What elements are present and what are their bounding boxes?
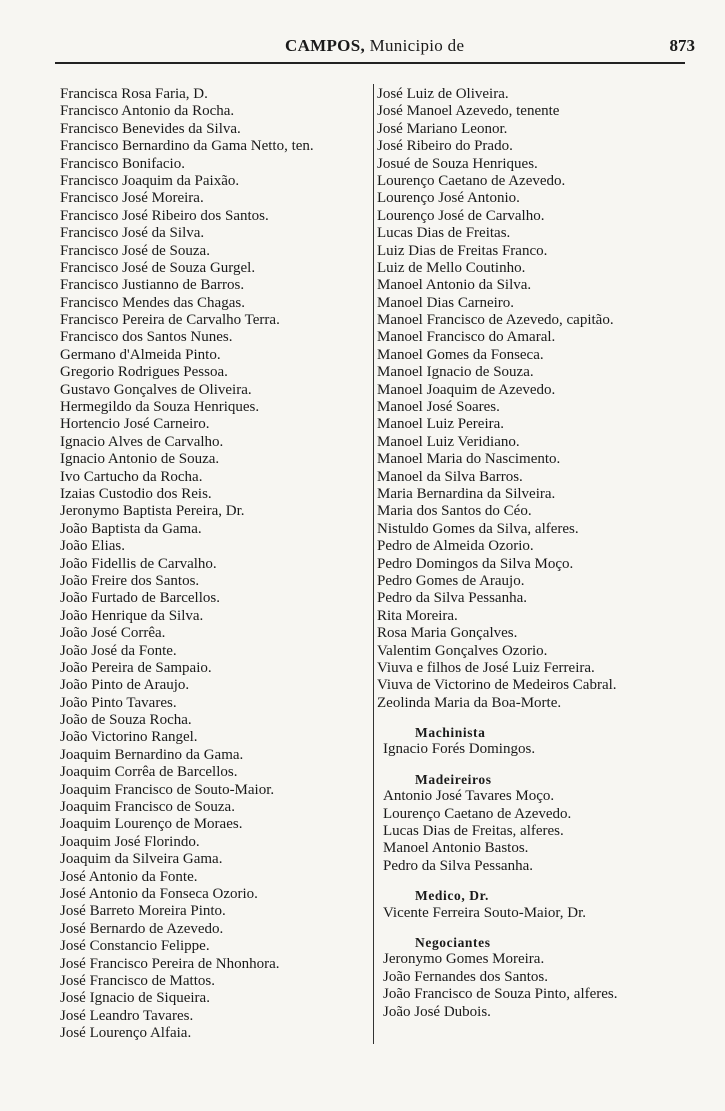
- list-entry: Joaquim Bernardino da Gama.: [60, 746, 244, 763]
- list-entry: Gustavo Gonçalves de Oliveira.: [60, 381, 252, 398]
- municipality-label: Municipio de: [369, 36, 465, 55]
- list-entry: Manoel Antonio Bastos.: [383, 840, 529, 857]
- list-entry: Francisco Joaquim da Paixão.: [60, 172, 240, 189]
- list-entry: José Francisco Pereira de Nhonhora.: [60, 955, 280, 972]
- section-heading: Machinista: [415, 725, 486, 741]
- list-entry: Francisco Pereira de Carvalho Terra.: [60, 312, 280, 329]
- city-name: CAMPOS,: [285, 36, 366, 55]
- list-entry: Lourenço José Antonio.: [377, 190, 520, 207]
- list-entry: Francisco Bernardino da Gama Netto, ten.: [60, 138, 314, 155]
- section-block: [377, 771, 697, 875]
- list-entry: Manoel José Soares.: [377, 399, 500, 416]
- list-entry: José Ribeiro do Prado.: [377, 138, 513, 155]
- header-rule: [55, 62, 685, 64]
- list-entry: Izaias Custodio dos Reis.: [60, 485, 212, 502]
- list-entry: Manoel Luiz Pereira.: [377, 416, 505, 433]
- list-entry: João Fidellis de Carvalho.: [60, 555, 217, 572]
- list-entry: João Elias.: [60, 538, 125, 555]
- list-entry: João Pinto Tavares.: [60, 694, 177, 711]
- section-block: [377, 887, 697, 922]
- list-entry: João José da Fonte.: [60, 642, 177, 659]
- section-heading: Negociantes: [415, 934, 491, 950]
- list-entry: Antonio José Tavares Moço.: [383, 788, 555, 805]
- list-entry: Francisco José da Silva.: [60, 225, 205, 242]
- list-entry: Manoel Luiz Veridiano.: [377, 433, 520, 450]
- right-column: [377, 86, 697, 1021]
- page-number: 873: [669, 36, 695, 55]
- list-entry: Hortencio José Carneiro.: [60, 416, 210, 433]
- list-entry: José Leandro Tavares.: [60, 1007, 194, 1024]
- list-entry: Joaquim Francisco de Souza.: [60, 799, 235, 816]
- list-entry: Joaquim da Silveira Gama.: [60, 851, 223, 868]
- list-entry: Ignacio Antonio de Souza.: [60, 451, 220, 468]
- list-entry: Rita Moreira.: [377, 607, 458, 624]
- list-entry: José Constancio Felippe.: [60, 938, 210, 955]
- list-entry: Maria dos Santos do Céo.: [377, 503, 532, 520]
- section-heading: Medico, Dr.: [415, 888, 489, 904]
- list-entry: Manoel Gomes da Fonseca.: [377, 346, 544, 363]
- list-entry: João de Souza Rocha.: [60, 712, 192, 729]
- list-entry: João Freire dos Santos.: [60, 572, 200, 589]
- list-entry: Maria Bernardina da Silveira.: [377, 485, 556, 502]
- list-entry: Francisco José Ribeiro dos Santos.: [60, 207, 269, 224]
- list-entry: Ignacio Alves de Carvalho.: [60, 433, 224, 450]
- list-entry: Francisca Rosa Faria, D.: [60, 86, 208, 102]
- list-entry: Manoel Francisco do Amaral.: [377, 329, 556, 346]
- list-entry: Francisco dos Santos Nunes.: [60, 329, 233, 346]
- list-entry: Pedro de Almeida Ozorio.: [377, 538, 534, 555]
- list-entry: Nistuldo Gomes da Silva, alferes.: [377, 520, 579, 537]
- list-entry: Rosa Maria Gonçalves.: [377, 625, 518, 642]
- list-entry: Ivo Cartucho da Rocha.: [60, 468, 203, 485]
- list-entry: Luiz Dias de Freitas Franco.: [377, 242, 548, 259]
- section-block: [377, 724, 697, 759]
- list-entry: Francisco Justianno de Barros.: [60, 277, 245, 294]
- list-entry: João Henrique da Silva.: [60, 607, 204, 624]
- list-entry: João Fernandes dos Santos.: [383, 968, 548, 985]
- list-entry: Gregorio Rodrigues Pessoa.: [60, 364, 228, 381]
- list-entry: Francisco José de Souza Gurgel.: [60, 259, 256, 276]
- list-entry: Francisco Bonifacio.: [60, 155, 185, 172]
- list-entry: João José Corrêa.: [60, 625, 166, 642]
- list-entry: Francisco José Moreira.: [60, 190, 204, 207]
- list-entry: José Francisco de Mattos.: [60, 972, 215, 989]
- list-entry: Lucas Dias de Freitas.: [377, 225, 511, 242]
- page-header: [0, 30, 725, 58]
- list-entry: José Luiz de Oliveira.: [377, 86, 509, 102]
- list-entry: Viuva e filhos de José Luiz Ferreira.: [377, 659, 595, 676]
- list-entry: Valentim Gonçalves Ozorio.: [377, 642, 548, 659]
- list-entry: Manoel Antonio da Silva.: [377, 277, 532, 294]
- list-entry: Manoel Dias Carneiro.: [377, 294, 515, 311]
- list-entry: Hermegildo da Souza Henriques.: [60, 399, 260, 416]
- section-block: [377, 934, 697, 1021]
- left-column: [60, 86, 375, 1042]
- list-entry: Manoel Joaquim de Azevedo.: [377, 381, 556, 398]
- list-entry: José Ignacio de Siqueira.: [60, 990, 210, 1007]
- list-entry: Joaquim Lourenço de Moraes.: [60, 816, 243, 833]
- list-entry: Francisco Mendes das Chagas.: [60, 294, 245, 311]
- list-entry: Manoel Francisco de Azevedo, capitão.: [377, 312, 614, 329]
- section-heading: Madeireiros: [415, 771, 492, 787]
- right-column-entries: [377, 86, 697, 712]
- list-entry: José Antonio da Fonte.: [60, 868, 198, 885]
- list-entry: João Francisco de Souza Pinto, alferes.: [383, 986, 618, 1003]
- list-entry: Manoel Maria do Nascimento.: [377, 451, 561, 468]
- list-entry: Lourenço José de Carvalho.: [377, 207, 545, 224]
- list-entry: Joaquim Francisco de Souto-Maior.: [60, 781, 275, 798]
- occupation-sections: [377, 724, 697, 1021]
- list-entry: Vicente Ferreira Souto-Maior, Dr.: [383, 904, 587, 921]
- list-entry: João Pereira de Sampaio.: [60, 659, 212, 676]
- list-entry: José Manoel Azevedo, tenente: [377, 103, 560, 120]
- list-entry: Germano d'Almeida Pinto.: [60, 346, 221, 363]
- list-entry: João Furtado de Barcellos.: [60, 590, 220, 607]
- list-entry: Francisco Antonio da Rocha.: [60, 103, 235, 120]
- list-entry: Joaquim Corrêa de Barcellos.: [60, 764, 238, 781]
- list-entry: Lourenço Caetano de Azevedo.: [377, 172, 566, 189]
- list-entry: José Mariano Leonor.: [377, 120, 508, 137]
- list-entry: João Baptista da Gama.: [60, 520, 202, 537]
- list-entry: José Lourenço Alfaia.: [60, 1025, 192, 1042]
- list-entry: José Barreto Moreira Pinto.: [60, 903, 226, 920]
- list-entry: Joaquim José Florindo.: [60, 833, 200, 850]
- list-entry: Manoel Ignacio de Souza.: [377, 364, 534, 381]
- list-entry: Pedro Gomes de Araujo.: [377, 572, 525, 589]
- list-entry: João Pinto de Araujo.: [60, 677, 190, 694]
- list-entry: José Antonio da Fonseca Ozorio.: [60, 885, 258, 902]
- list-entry: Viuva de Victorino de Medeiros Cabral.: [377, 677, 617, 694]
- list-entry: Manoel da Silva Barros.: [377, 468, 523, 485]
- list-entry: João Victorino Rangel.: [60, 729, 198, 746]
- list-entry: Jeronymo Baptista Pereira, Dr.: [60, 503, 245, 520]
- page-title: [285, 36, 464, 56]
- list-entry: Ignacio Forés Domingos.: [383, 741, 536, 758]
- list-entry: Lourenço Caetano de Azevedo.: [383, 805, 572, 822]
- list-entry: Josué de Souza Henriques.: [377, 155, 538, 172]
- list-entry: João José Dubois.: [383, 1003, 491, 1020]
- list-entry: Francisco José de Souza.: [60, 242, 210, 259]
- list-entry: José Bernardo de Azevedo.: [60, 920, 224, 937]
- list-entry: Luiz de Mello Coutinho.: [377, 259, 526, 276]
- list-entry: Pedro da Silva Pessanha.: [383, 857, 533, 874]
- list-entry: Zeolinda Maria da Boa-Morte.: [377, 694, 562, 711]
- list-entry: Pedro da Silva Pessanha.: [377, 590, 527, 607]
- list-entry: Pedro Domingos da Silva Moço.: [377, 555, 574, 572]
- list-entry: Lucas Dias de Freitas, alferes.: [383, 823, 564, 840]
- list-entry: Francisco Benevides da Silva.: [60, 120, 241, 137]
- list-entry: Jeronymo Gomes Moreira.: [383, 951, 545, 968]
